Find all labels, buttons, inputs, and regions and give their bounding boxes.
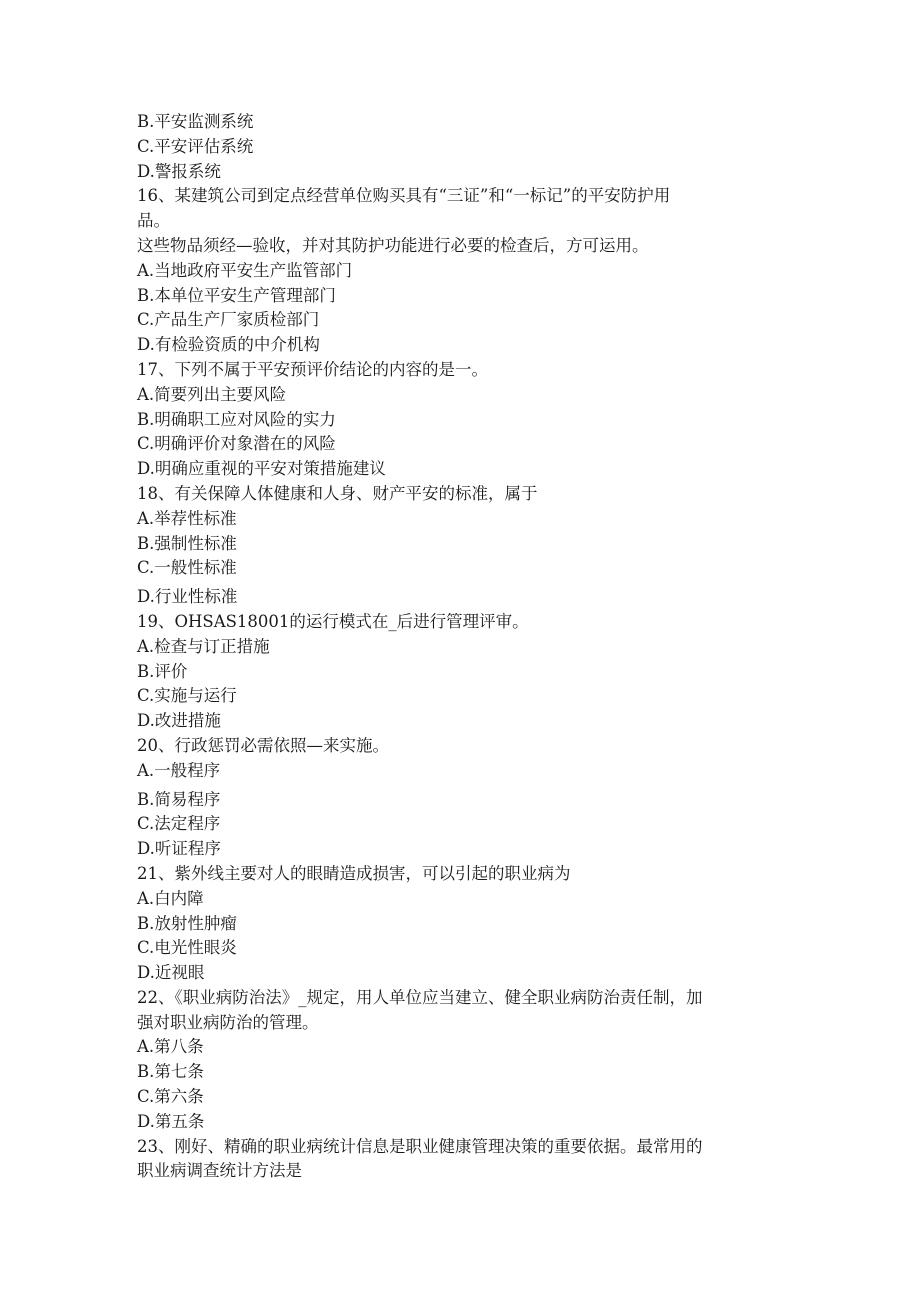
question-20: 20、行政惩罚必需依照—来实施。 xyxy=(137,735,389,755)
question-23-line-1: 23、刚好、精确的职业病统计信息是职业健康管理决策的重要依据。最常用的 xyxy=(137,1136,703,1156)
question-22-line-1: 22、《职业病防治法》_规定，用人单位应当建立、健全职业病防治责任制，加 xyxy=(137,987,703,1007)
option-c-line: C.平安评估系统 xyxy=(137,136,254,156)
q21-option-a: A.白内障 xyxy=(137,888,204,908)
q19-option-a: A.检查与订正措施 xyxy=(137,636,270,656)
q22-option-a: A.第八条 xyxy=(137,1037,204,1057)
q18-option-b: B.强制性标准 xyxy=(137,533,237,553)
q17-option-d: D.明确应重视的平安对策措施建议 xyxy=(137,459,386,479)
q18-option-a: A.举荐性标准 xyxy=(137,508,237,528)
q19-option-d: D.改进措施 xyxy=(137,711,221,731)
question-17: 17、下列不属于平安预评价结论的内容的是一。 xyxy=(137,359,488,379)
q20-option-c: C.法定程序 xyxy=(137,814,221,834)
q18-option-d: D.行业性标准 xyxy=(137,587,238,607)
q16-option-c: C.产品生产厂家质检部门 xyxy=(137,310,320,330)
q16-option-a: A.当地政府平安生产监管部门 xyxy=(137,260,353,280)
question-16-line-2: 品。 xyxy=(137,211,170,231)
q20-option-a: A.一般程序 xyxy=(137,760,221,780)
question-23-line-2: 职业病调查统计方法是 xyxy=(137,1161,302,1181)
q20-option-d: D.听证程序 xyxy=(137,839,221,859)
q16-option-d: D.有检验资质的中介机构 xyxy=(137,335,320,355)
q20-option-b: B.简易程序 xyxy=(137,789,221,809)
question-19: 19、OHSAS18001的运行模式在_后进行管理评审。 xyxy=(137,611,529,631)
q19-option-c: C.实施与运行 xyxy=(137,686,237,706)
q18-option-c: C.一般性标准 xyxy=(137,558,237,578)
q17-option-b: B.明确职工应对风险的实力 xyxy=(137,409,336,429)
question-22-line-2: 强对职业病防治的管理。 xyxy=(137,1012,319,1032)
q19-option-b: B.评价 xyxy=(137,661,188,681)
q21-option-c: C.电光性眼炎 xyxy=(137,938,237,958)
q21-option-b: B.放射性肿瘤 xyxy=(137,913,237,933)
option-b-line: B.平安监测系统 xyxy=(137,112,254,131)
document-body xyxy=(137,110,777,1184)
q22-option-c: C.第六条 xyxy=(137,1087,204,1107)
q22-option-d: D.第五条 xyxy=(137,1111,205,1131)
question-18: 18、有关保障人体健康和人身、财产平安的标准，属于 xyxy=(137,483,538,503)
q17-option-a: A.简要列出主要风险 xyxy=(137,384,287,404)
question-21: 21、紫外线主要对人的眼睛造成损害，可以引起的职业病为 xyxy=(137,863,571,883)
q22-option-b: B.第七条 xyxy=(137,1062,204,1082)
q21-option-d: D.近视眼 xyxy=(137,963,205,983)
option-d-line: D.警报系统 xyxy=(137,161,221,181)
q16-option-b: B.本单位平安生产管理部门 xyxy=(137,285,336,305)
question-16-line-3: 这些物品须经—验收，并对其防护功能进行必要的检查后，方可运用。 xyxy=(137,235,649,255)
question-16-line-1: 16、某建筑公司到定点经营单位购买具有“三证”和“一标记”的平安防护用 xyxy=(137,186,671,206)
q17-option-c: C.明确评价对象潜在的风险 xyxy=(137,434,336,454)
